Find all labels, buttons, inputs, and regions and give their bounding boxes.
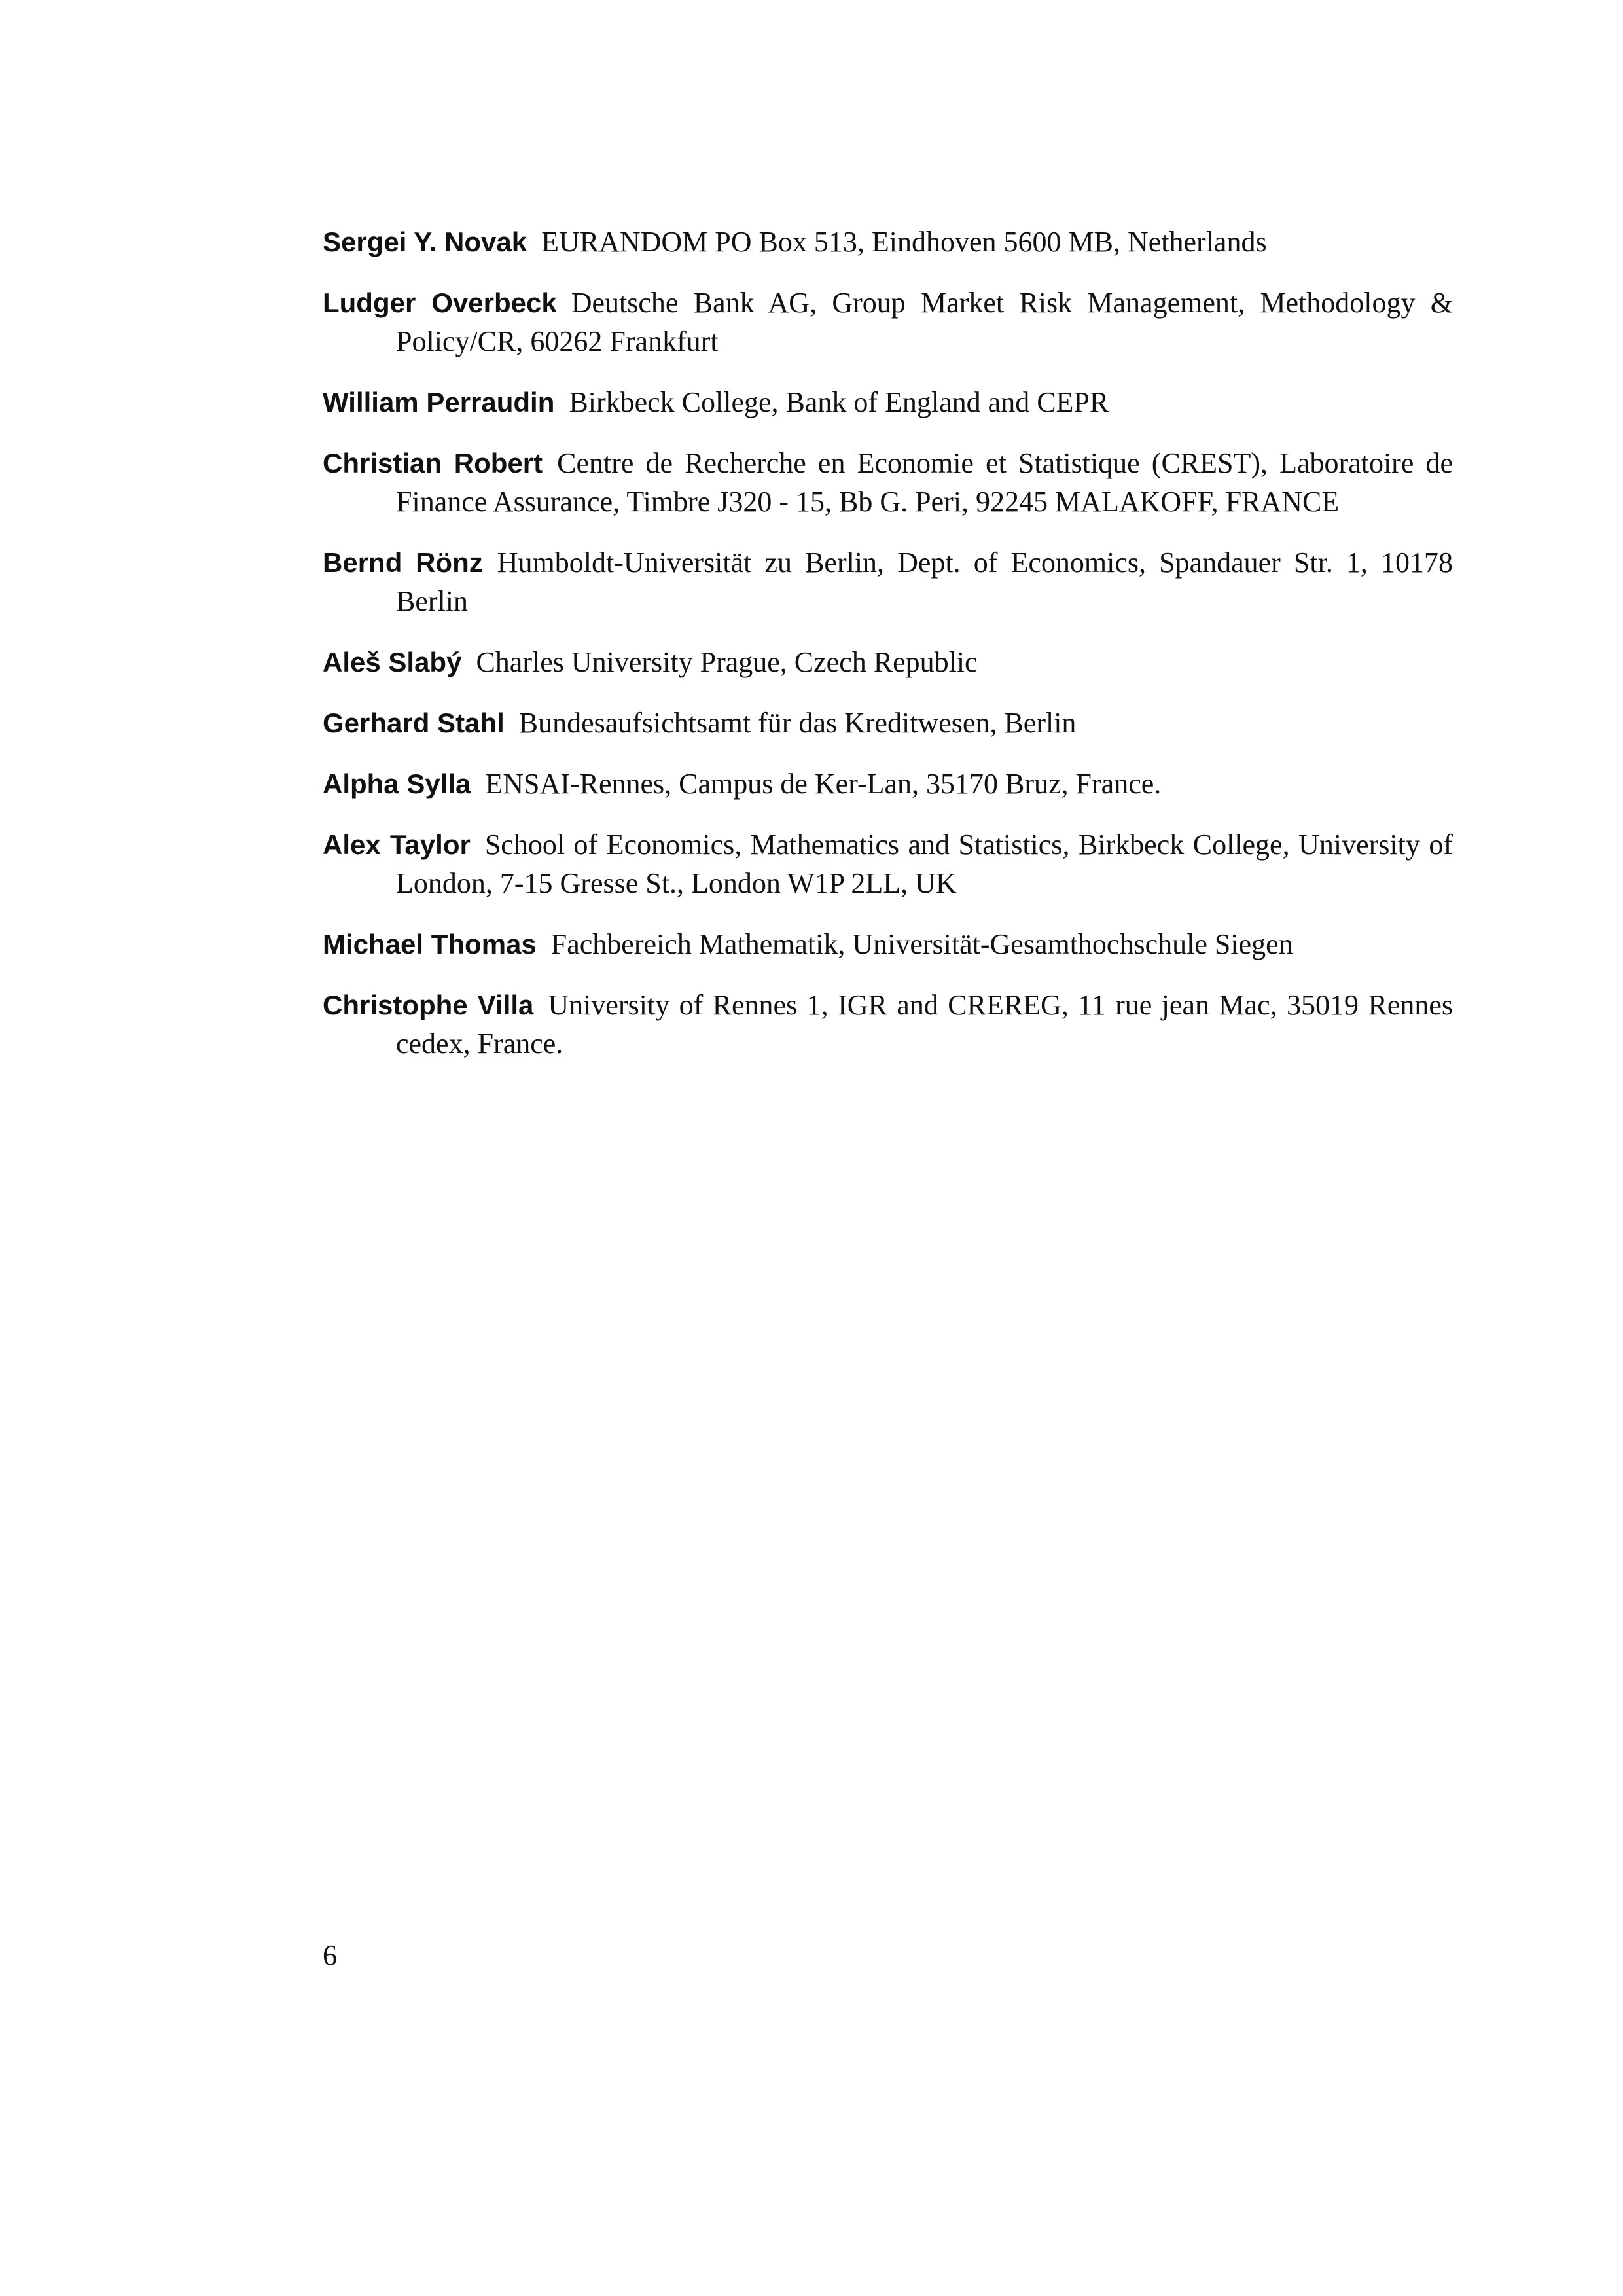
contributor-affiliation: School of Economics, Mathematics and Statistics, Birkbeck College, University of London, 7-15 Gresse St., London W1P 2LL, UK	[396, 829, 1454, 899]
contributor-name: Bernd Rönz	[323, 547, 483, 578]
contributor-name: Alex Taylor	[323, 829, 471, 860]
contributor-list	[323, 223, 1453, 1085]
contributor-name: Michael Thomas	[323, 929, 537, 960]
contributor-affiliation: University of Rennes 1, IGR and CREREG, 11 rue jean Mac, 35019 Rennes cedex, France.	[396, 989, 1453, 1060]
contributor-entry	[323, 925, 1453, 963]
contributor-name: Gerhard Stahl	[323, 708, 505, 738]
contributor-entry	[323, 383, 1453, 422]
contributor-affiliation: Bundesaufsichtsamt für das Kreditwesen, Berlin	[518, 707, 1077, 739]
contributor-affiliation: ENSAI-Rennes, Campus de Ker-Lan, 35170 Bruz, France.	[485, 768, 1162, 800]
contributor-name: Ludger Overbeck	[323, 287, 557, 318]
contributor-entry	[323, 704, 1453, 742]
contributor-entry	[323, 283, 1453, 361]
contributor-entry	[323, 643, 1453, 681]
contributor-entry	[323, 223, 1453, 261]
contributor-affiliation: Birkbeck College, Bank of England and CEPR	[569, 386, 1109, 418]
contributor-affiliation: Centre de Recherche en Economie et Statistique (CREST), Laboratoire de Finance Assurance, Timbre J320 - 15, Bb G. Peri, 92245 MALAKOFF, FRANCE	[396, 447, 1453, 518]
contributor-name: Christian Robert	[323, 448, 543, 478]
contributor-name: Sergei Y. Novak	[323, 226, 527, 257]
page-number: 6	[323, 1939, 337, 1971]
contributor-affiliation: Humboldt-Universität zu Berlin, Dept. of Economics, Spandauer Str. 1, 10178 Berlin	[396, 547, 1454, 617]
contributor-affiliation: EURANDOM PO Box 513, Eindhoven 5600 MB, Netherlands	[541, 226, 1267, 258]
contributor-name: Aleš Slabý	[323, 647, 462, 677]
contributor-name: William Perraudin	[323, 387, 555, 418]
contributor-affiliation: Fachbereich Mathematik, Universität-Gesamthochschule Siegen	[550, 928, 1293, 960]
contributor-entry	[323, 764, 1453, 803]
contributor-affiliation: Deutsche Bank AG, Group Market Risk Management, Methodology & Policy/CR, 60262 Frankfurt	[396, 287, 1453, 357]
contributor-affiliation: Charles University Prague, Czech Republic	[476, 646, 978, 678]
contributor-entry	[323, 543, 1453, 620]
contributor-name: Alpha Sylla	[323, 768, 471, 799]
contributor-entry	[323, 986, 1453, 1063]
contributor-name: Christophe Villa	[323, 990, 534, 1020]
contributor-entry	[323, 444, 1453, 521]
contributor-entry	[323, 825, 1453, 903]
